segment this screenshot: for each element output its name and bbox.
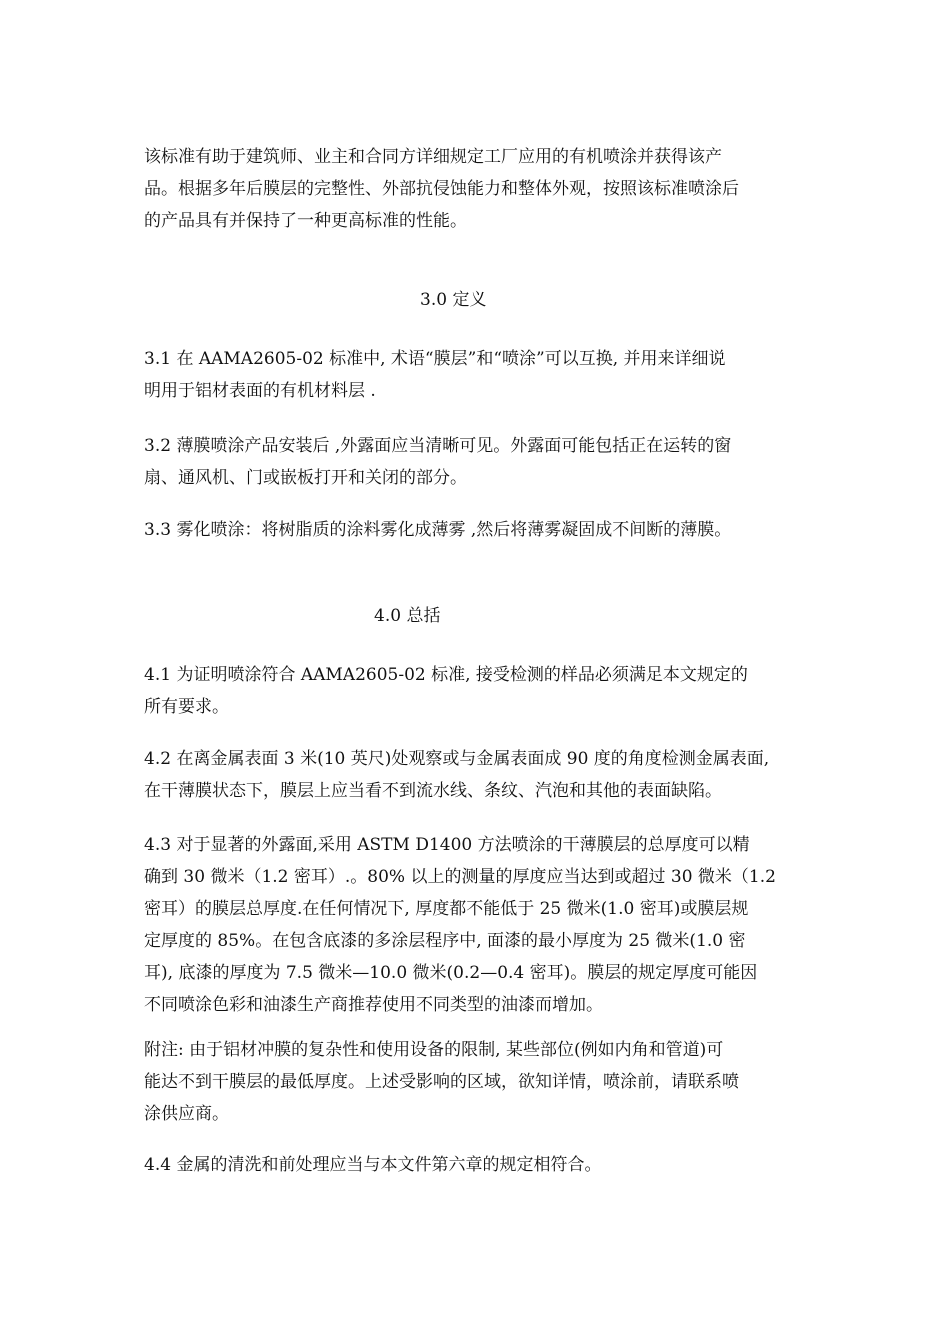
text-line: 3.2 薄膜喷涂产品安装后 ,外露面应当清晰可见。外露面可能包括正在运转的窗	[144, 436, 732, 456]
text-line: 4.1 为证明喷涂符合 AAMA2605-02 标准, 接受检测的样品必须满足本文规定的	[144, 665, 748, 685]
text-line: 能达不到干膜层的最低厚度。上述受影响的区域，欲知详情，喷涂前，请联系喷	[144, 1072, 739, 1092]
text-line: 密耳）的膜层总厚度.在任何情况下, 厚度都不能低于 25 微米(1.0 密耳)或膜层规	[144, 899, 749, 919]
section-heading-3: 3.0 定义	[420, 290, 487, 310]
paragraph-3-3	[144, 514, 810, 546]
text-line: 3.3 雾化喷涂：将树脂质的涂料雾化成薄雾 ,然后将薄雾凝固成不间断的薄膜。	[144, 520, 732, 540]
text-line: 所有要求。	[144, 697, 229, 717]
paragraph-4-3	[144, 829, 810, 1021]
text-line: 附注: 由于铝材冲膜的复杂性和使用设备的限制, 某些部位(例如内角和管道)可	[144, 1040, 724, 1060]
paragraph-4-1	[144, 659, 810, 723]
note-paragraph	[144, 1034, 810, 1130]
text-line: 确到 30 微米（1.2 密耳）.。80% 以上的测量的厚度应当达到或超过 30 微米（1.2	[144, 867, 776, 887]
text-line: 4.3 对于显著的外露面,采用 ASTM D1400 方法喷涂的干薄膜层的总厚度可以精	[144, 835, 750, 855]
text-line: 的产品具有并保持了一种更高标准的性能。	[144, 211, 467, 231]
intro-paragraph	[144, 141, 810, 237]
paragraph-4-4	[144, 1149, 810, 1181]
text-line: 涂供应商。	[144, 1104, 229, 1124]
text-line: 4.2 在离金属表面 3 米(10 英尺)处观察或与金属表面成 90 度的角度检测金属表面,	[144, 749, 770, 769]
text-line: 在干薄膜状态下，膜层上应当看不到流水线、条纹、汽泡和其他的表面缺陷。	[144, 781, 722, 801]
paragraph-4-2	[144, 743, 810, 807]
paragraph-3-1	[144, 343, 810, 407]
text-line: 不同喷涂色彩和油漆生产商推荐使用不同类型的油漆而增加。	[144, 995, 603, 1015]
text-line: 4.4 金属的清洗和前处理应当与本文件第六章的规定相符合。	[144, 1155, 602, 1175]
text-line: 定厚度的 85%。在包含底漆的多涂层程序中, 面漆的最小厚度为 25 微米(1.0 密	[144, 931, 746, 951]
paragraph-3-2	[144, 430, 810, 494]
section-heading-4: 4.0 总括	[374, 606, 441, 626]
text-line: 扇、通风机、门或嵌板打开和关闭的部分。	[144, 468, 467, 488]
text-line: 3.1 在 AAMA2605-02 标准中, 术语“膜层”和“喷涂”可以互换, 并用来详细说	[144, 349, 726, 369]
text-line: 该标准有助于建筑师、业主和合同方详细规定工厂应用的有机喷涂并获得该产	[144, 147, 722, 167]
text-line: 明用于铝材表面的有机材料层 .	[144, 381, 376, 401]
text-line: 品。根据多年后膜层的完整性、外部抗侵蚀能力和整体外观，按照该标准喷涂后	[144, 179, 739, 199]
text-line: 耳), 底漆的厚度为 7.5 微米—10.0 微米(0.2—0.4 密耳)。膜层的规定厚度可能因	[144, 963, 758, 983]
